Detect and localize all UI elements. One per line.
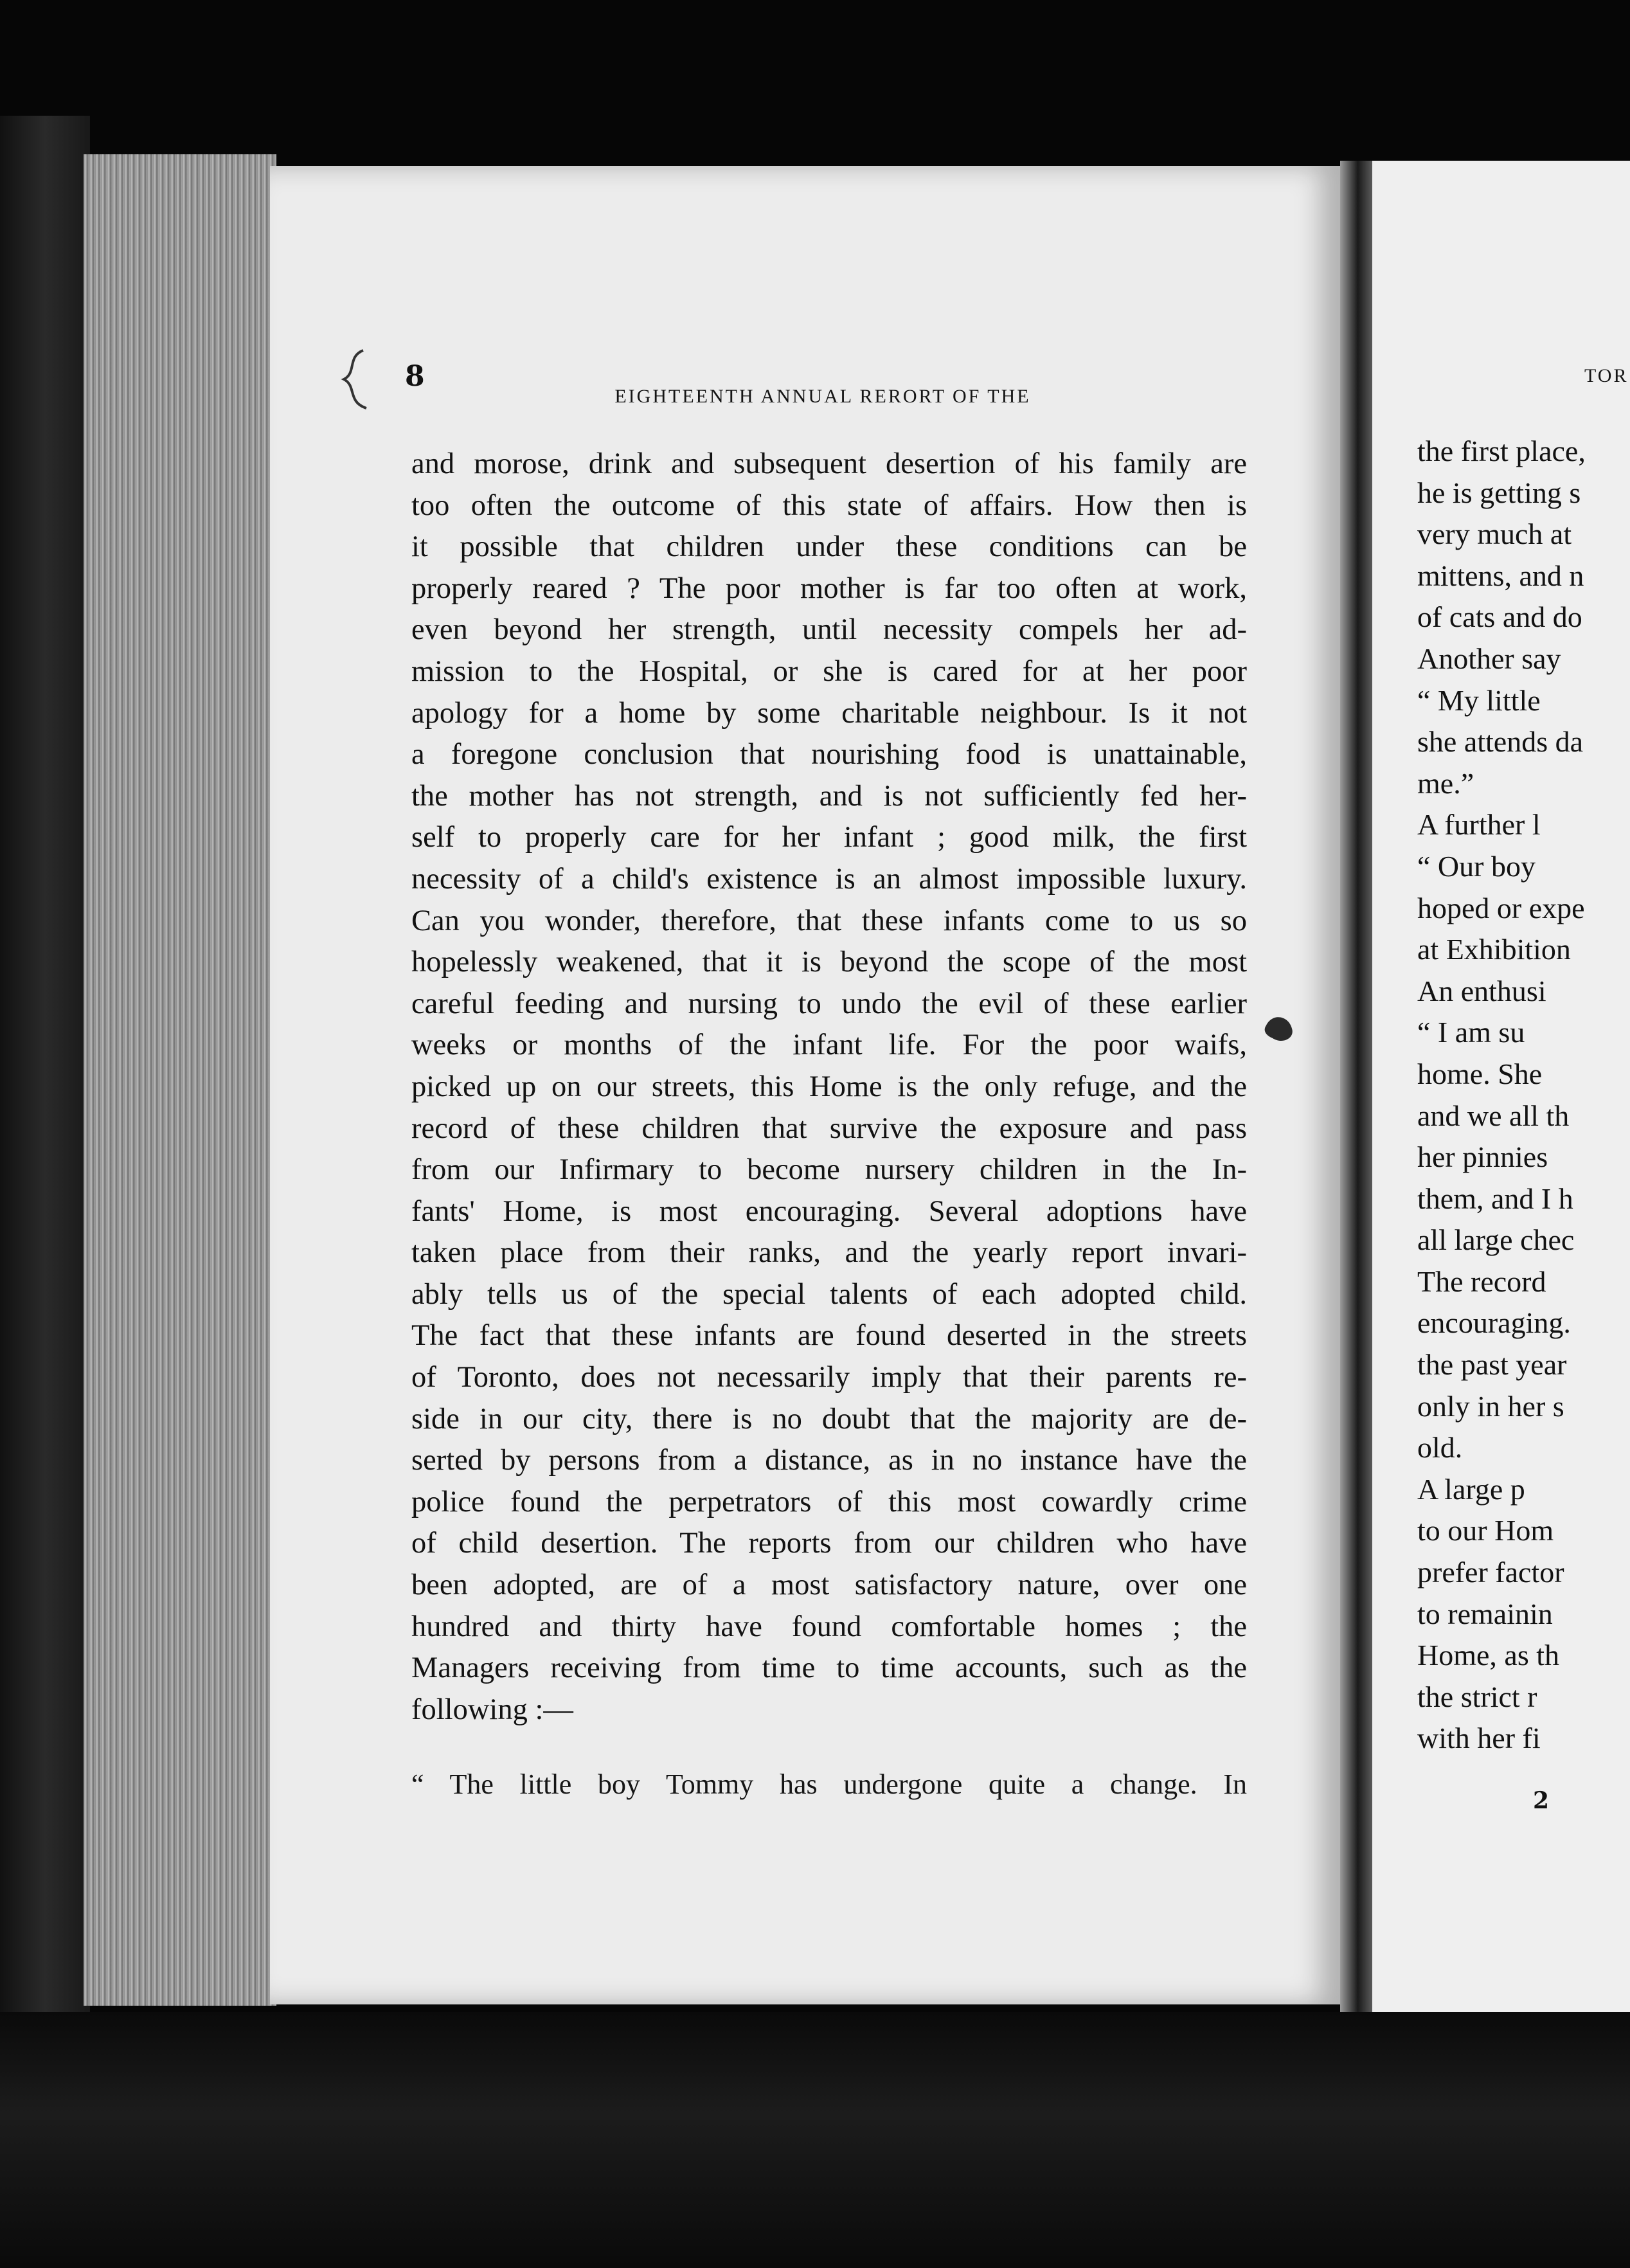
- right-text-line: mittens, and n: [1417, 559, 1584, 592]
- text-line: serted by persons from a distance, as in no instance have the: [411, 1444, 1247, 1477]
- text-line: self to properly care for her infant ; good milk, the first: [411, 821, 1247, 854]
- bracket-pencil-mark: [334, 347, 373, 411]
- text-line: even beyond her strength, until necessity compels her ad-: [411, 613, 1247, 647]
- text-line: mission to the Hospital, or she is cared for at her poor: [411, 654, 1247, 688]
- right-text-line: “ My little: [1417, 683, 1541, 717]
- right-text-line: Another say: [1417, 642, 1561, 675]
- text-line: police found the perpetrators of this most cowardly crime: [411, 1485, 1247, 1518]
- right-text-line: of cats and do: [1417, 600, 1582, 634]
- right-text-line: encouraging.: [1417, 1306, 1571, 1340]
- right-text-line: to remainin: [1417, 1597, 1553, 1630]
- right-text-line: the past year: [1417, 1348, 1567, 1382]
- right-text-line: only in her s: [1417, 1389, 1564, 1423]
- book-cover-edge: [0, 116, 90, 2109]
- right-text-line: with her fi: [1417, 1722, 1541, 1755]
- text-line: picked up on our streets, this Home is the only refuge, and the: [411, 1070, 1247, 1103]
- text-line: properly reared ? The poor mother is far too often at work,: [411, 572, 1247, 605]
- text-line: taken place from their ranks, and the yearly report invari-: [411, 1236, 1247, 1270]
- text-line: Can you wonder, therefore, that these infants come to us so: [411, 904, 1247, 937]
- right-text-line: and we all th: [1417, 1099, 1570, 1132]
- text-line: record of these children that survive the exposure and pass: [411, 1112, 1247, 1145]
- right-text-line: very much at: [1417, 518, 1572, 551]
- right-text-line: the first place,: [1417, 435, 1586, 467]
- text-line: too often the outcome of this state of affairs. How then is: [411, 489, 1247, 522]
- text-line: weeks or months of the infant life. For the poor waifs,: [411, 1029, 1247, 1062]
- right-text-line: old.: [1417, 1431, 1463, 1464]
- text-line: hundred and thirty have found comfortable homes ; the: [411, 1610, 1247, 1643]
- page-stack-edge: [84, 154, 276, 2006]
- right-text-line: “ I am su: [1417, 1016, 1525, 1049]
- text-line: a foregone conclusion that nourishing food is unattainable,: [411, 738, 1247, 771]
- text-line: ably tells us of the special talents of each adopted child.: [411, 1277, 1247, 1311]
- right-body-text: [1417, 431, 1586, 1760]
- right-text-line: she attends da: [1417, 725, 1584, 759]
- right-text-line: A large p: [1417, 1472, 1525, 1506]
- text-line: The fact that these infants are found deserted in the streets: [411, 1319, 1247, 1353]
- right-text-line: prefer factor: [1417, 1556, 1564, 1589]
- right-text-line: the strict r: [1417, 1680, 1537, 1713]
- right-text-line: her pinnies: [1417, 1140, 1548, 1174]
- running-head: EIGHTEENTH ANNUAL RERORT OF THE: [614, 386, 1031, 407]
- body-text: [411, 444, 1247, 1731]
- right-running-head: TOR: [1584, 365, 1629, 386]
- right-text-line: Home, as th: [1417, 1639, 1560, 1672]
- right-text-line: me.”: [1417, 766, 1474, 800]
- text-line: it possible that children under these conditions can be: [411, 530, 1247, 564]
- right-text-line: he is getting s: [1417, 476, 1581, 509]
- text-line: and morose, drink and subsequent desertion of his family are: [411, 447, 1247, 480]
- right-text-line: all large chec: [1417, 1223, 1575, 1257]
- right-text-line: home. She: [1417, 1057, 1543, 1090]
- right-text-line: to our Hom: [1417, 1514, 1554, 1547]
- text-line: hopelessly weakened, that it is beyond the scope of the most: [411, 946, 1247, 979]
- text-line: careful feeding and nursing to undo the evil of these earlier: [411, 987, 1247, 1020]
- bottom-shadow: [0, 2012, 1630, 2268]
- right-text-line: “ Our boy: [1417, 849, 1536, 883]
- right-text-line: An enthusi: [1417, 974, 1546, 1007]
- text-line: of Toronto, does not necessarily imply that their parents re-: [411, 1361, 1247, 1394]
- text-line: apology for a home by some charitable neighbour. Is it not: [411, 696, 1247, 730]
- text-line: the mother has not strength, and is not sufficiently fed her-: [411, 779, 1247, 813]
- text-line: following :—: [411, 1693, 573, 1726]
- right-text-line: The record: [1417, 1264, 1546, 1298]
- quote-line: “ The little boy Tommy has undergone quite a change. In: [411, 1769, 1247, 1800]
- book-gutter: [1340, 161, 1372, 2012]
- right-text-line: at Exhibition: [1417, 933, 1571, 966]
- text-line: been adopted, are of a most satisfactory nature, over one: [411, 1569, 1247, 1602]
- text-line: of child desertion. The reports from our children who have: [411, 1527, 1247, 1560]
- right-text-line: hoped or expe: [1417, 891, 1585, 924]
- text-line: fants' Home, is most encouraging. Several adoptions have: [411, 1194, 1247, 1228]
- text-line: Managers receiving from time to time accounts, such as the: [411, 1652, 1247, 1685]
- right-text-line: A further l: [1417, 808, 1541, 842]
- text-line: side in our city, there is no doubt that the majority are de-: [411, 1402, 1247, 1436]
- text-line: necessity of a child's existence is an almost impossible luxury.: [411, 862, 1247, 896]
- text-line: from our Infirmary to become nursery children in the In-: [411, 1153, 1247, 1187]
- ink-blot-mark: [1260, 1009, 1298, 1048]
- signature-mark: 2: [1533, 1787, 1550, 1814]
- right-text-line: them, and I h: [1417, 1182, 1573, 1215]
- right-page: [1372, 161, 1630, 2025]
- page-number: 8: [405, 360, 425, 393]
